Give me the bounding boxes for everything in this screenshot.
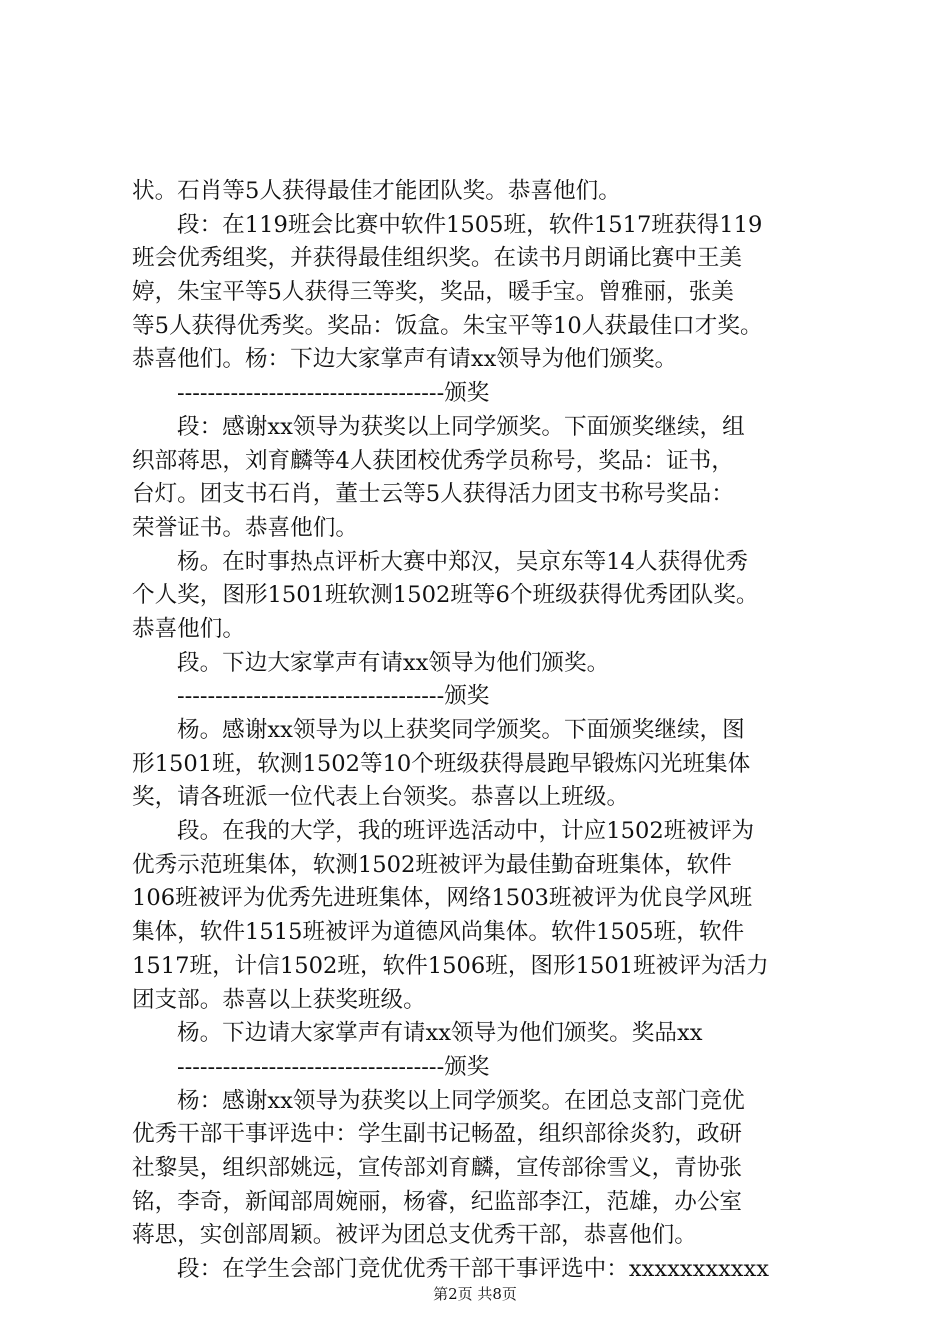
text-line: 个人奖，图形1501班软测1502班等6个班级获得优秀团队奖。 [132,582,759,609]
text-line: 铭，李奇，新闻部周婉丽，杨睿，纪监部李江，范雄，办公室 [132,1188,743,1215]
text-line: 状。石肖等5人获得最佳才能团队奖。恭喜他们。 [132,178,621,204]
text-line: 织部蒋思，刘育麟等4人获团校优秀学员称号，奖品：证书， [132,447,734,474]
text-line: 荣誉证书。恭喜他们。 [132,514,358,541]
document-body [132,175,832,1287]
divider-line: -----------------------------------颁奖 [177,683,490,710]
page-footer [0,1284,950,1304]
text-line: 社黎昊，组织部姚远，宣传部刘育麟，宣传部徐雪义，青协张 [132,1154,743,1181]
text-line: 106班被评为优秀先进班集体，网络1503班被评为优良学风班 [132,885,753,912]
text-line: 台灯。团支书石肖，董士云等5人获得活力团支书称号奖品： [132,481,734,508]
text-line: 蒋思，实创部周颖。被评为团总支优秀干部，恭喜他们。 [132,1222,697,1249]
text-line: 段：在学生会部门竞优优秀干部干事评选中：xxxxxxxxxxx [177,1256,770,1282]
text-line: 婷，朱宝平等5人获得三等奖，奖品，暖手宝。曾雅丽，张美 [132,279,734,306]
text-line: 段：感谢xx领导为获奖以上同学颁奖。下面颁奖继续，组 [177,413,745,440]
text-line: 杨。在时事热点评析大赛中郑汉，吴京东等14人获得优秀 [177,548,748,575]
text-line: 段。下边大家掌声有请xx领导为他们颁奖。 [177,649,610,676]
text-line: 恭喜他们。杨：下边大家掌声有请xx领导为他们颁奖。 [132,346,678,373]
text-line: 杨。下边请大家掌声有请xx领导为他们颁奖。奖品xx [177,1020,703,1047]
text-line: 杨。感谢xx领导为以上获奖同学颁奖。下面颁奖继续，图 [177,717,745,743]
text-line: 集体，软件1515班被评为道德风尚集体。软件1505班，软件 [132,919,745,946]
page-number-label: 第2页 共8页 [433,1285,517,1303]
text-line: 杨：感谢xx领导为获奖以上同学颁奖。在团总支部门竞优 [177,1087,745,1114]
text-line: 团支部。恭喜以上获奖班级。 [132,986,426,1013]
text-line: 形1501班，软测1502等10个班级获得晨跑早锻炼闪光班集体 [132,750,751,777]
text-line: 1517班，计信1502班，软件1506班，图形1501班被评为活力 [132,952,769,979]
text-line: 优秀示范班集体，软测1502班被评为最佳勤奋班集体，软件 [132,851,732,878]
text-line: 优秀干部干事评选中：学生副书记畅盈，组织部徐炎豹，政研 [132,1121,743,1148]
text-line: 段：在119班会比赛中软件1505班，软件1517班获得119 [177,211,763,238]
divider-line: -----------------------------------颁奖 [177,1053,490,1080]
divider-line: -----------------------------------颁奖 [177,380,490,407]
text-line: 段。在我的大学，我的班评选活动中，计应1502班被评为 [177,818,755,845]
text-line: 恭喜他们。 [132,615,245,642]
text-line: 班会优秀组奖，并获得最佳组织奖。在读书月朗诵比赛中王美 [132,245,743,272]
text-line: 奖，请各班派一位代表上台领奖。恭喜以上班级。 [132,784,630,811]
text-line: 等5人获得优秀奖。奖品：饭盒。朱宝平等10人获最佳口才奖。 [132,312,763,339]
